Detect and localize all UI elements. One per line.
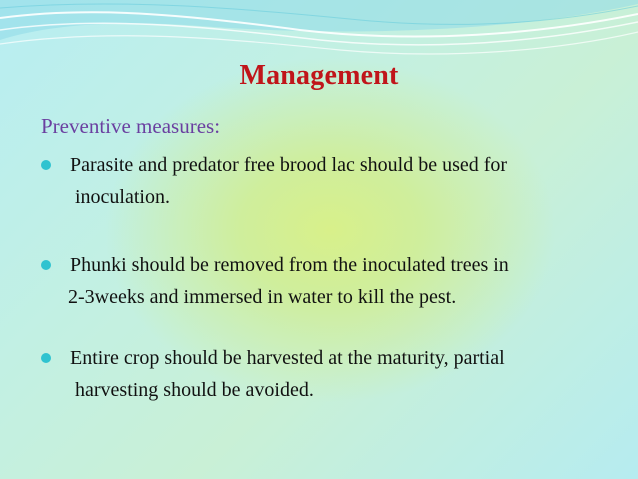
bullet-text-line: Phunki should be removed from the inoculated trees in (70, 254, 509, 276)
slide-subheading: Preventive measures: (41, 114, 221, 138)
bullet-text-line: inoculation. (75, 186, 170, 208)
slide-title: Management (239, 60, 399, 91)
bullet-icon (41, 353, 51, 363)
bullet-text-line: Entire crop should be harvested at the maturity, partial (70, 347, 505, 369)
bullet-icon (41, 160, 51, 170)
bullet-text-line: harvesting should be avoided. (75, 379, 314, 401)
bullet-text-line: Parasite and predator free brood lac should be used for (70, 154, 508, 176)
bullet-icon (41, 260, 51, 270)
bullet-text-line: 2-3weeks and immersed in water to kill the pest. (68, 286, 457, 308)
